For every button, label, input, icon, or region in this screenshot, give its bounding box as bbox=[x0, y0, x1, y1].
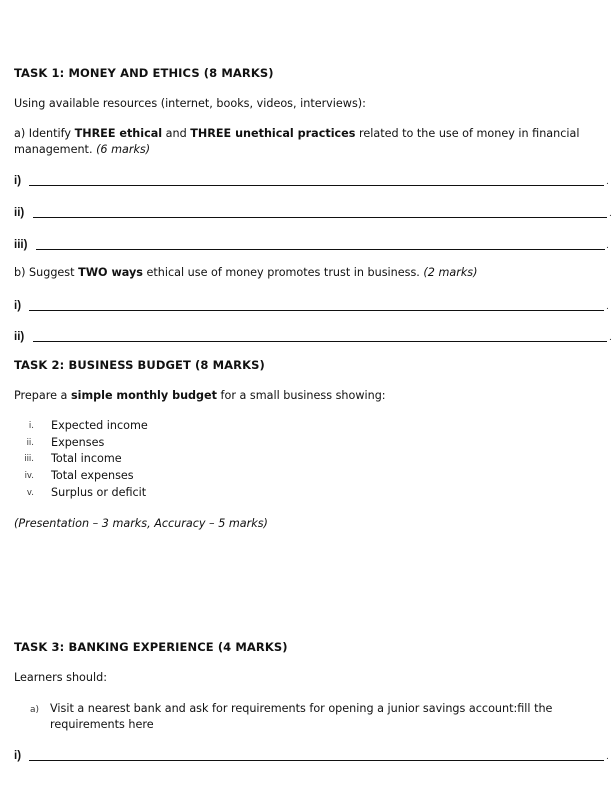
task1-heading: TASK 1: MONEY AND ETHICS (8 MARKS) bbox=[14, 66, 274, 80]
task2-intro: Prepare a simple monthly budget for a small business showing: bbox=[14, 389, 386, 402]
answer-field-task1-a-iii[interactable]: iii) . bbox=[14, 239, 609, 251]
task2-heading: TASK 2: BUSINESS BUDGET (8 MARKS) bbox=[14, 358, 265, 372]
task1-part-a-question: a) Identify THREE ethical and THREE unethical practices related to the use of money in financial management. (6 marks) bbox=[14, 127, 580, 156]
answer-field-task3-i[interactable]: i) . bbox=[14, 750, 609, 762]
answer-line[interactable] bbox=[36, 249, 605, 250]
task1-intro: Using available resources (internet, books, videos, interviews): bbox=[14, 97, 366, 110]
answer-line[interactable] bbox=[29, 185, 604, 186]
task3-intro: Learners should: bbox=[14, 671, 107, 684]
task2-marks-note: (Presentation – 3 marks, Accuracy – 5 marks) bbox=[14, 517, 268, 530]
task1-part-b-question: b) Suggest TWO ways ethical use of money promotes trust in business. (2 marks) bbox=[14, 266, 478, 279]
answer-line[interactable] bbox=[29, 310, 604, 311]
answer-line[interactable] bbox=[33, 217, 607, 218]
answer-field-task1-a-i[interactable]: i) . bbox=[14, 175, 609, 187]
task3-heading: TASK 3: BANKING EXPERIENCE (4 MARKS) bbox=[14, 640, 288, 654]
answer-line[interactable] bbox=[33, 341, 607, 342]
answer-field-task1-b-ii[interactable]: ii) . bbox=[14, 331, 612, 343]
answer-field-task1-b-i[interactable]: i) . bbox=[14, 300, 609, 312]
answer-line[interactable] bbox=[29, 760, 604, 761]
answer-field-task1-a-ii[interactable]: ii) . bbox=[14, 207, 612, 219]
